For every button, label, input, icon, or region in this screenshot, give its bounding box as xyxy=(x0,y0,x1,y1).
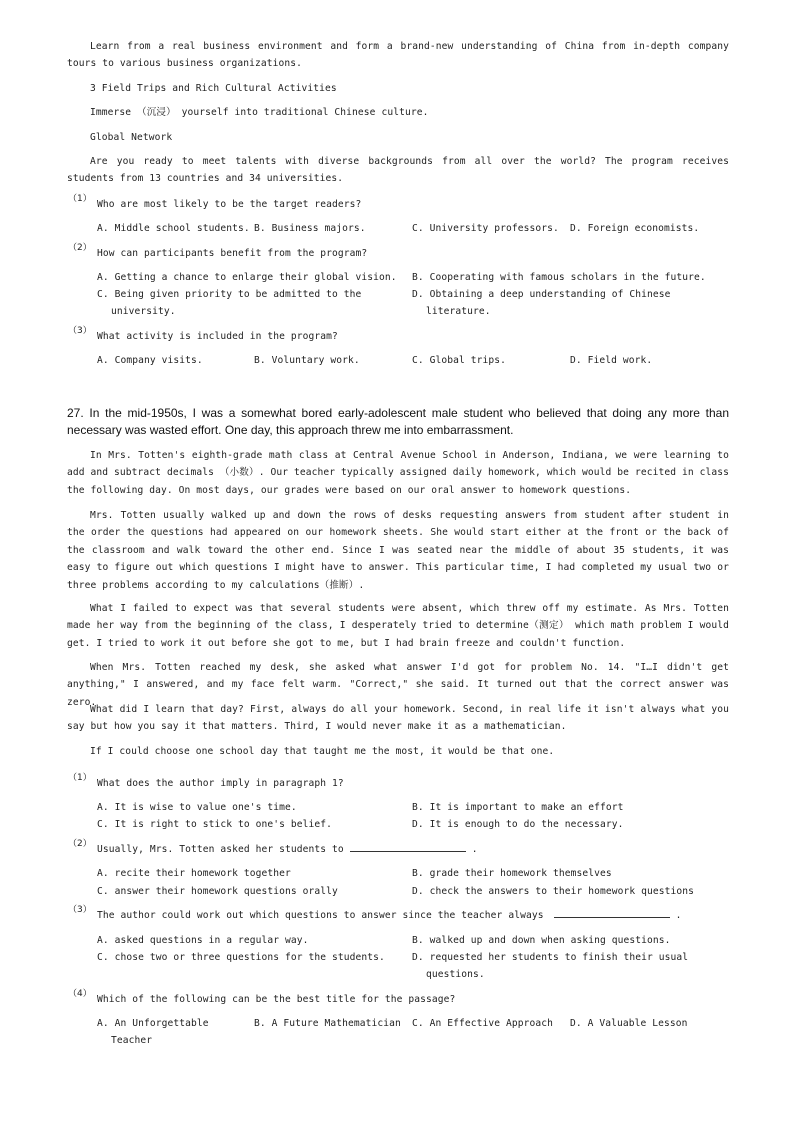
field-trips-heading: 3 Field Trips and Rich Cultural Activities xyxy=(90,83,337,94)
question-number: （4） xyxy=(68,989,92,999)
option-a[interactable]: A. Middle school students. xyxy=(97,223,250,234)
option-b[interactable]: B. Voluntary work. xyxy=(254,355,360,366)
question-number: （2） xyxy=(68,839,92,849)
question-text-before: Usually, Mrs. Totten asked her students to xyxy=(97,844,344,855)
passage-27-title: 27. In the mid-1950s, I was a somewhat bored early-adolescent male student who believed that doing any more than necessary was wasted effort. One day, this approach threw me into embarrassment. xyxy=(67,406,729,437)
question-number: （1） xyxy=(68,194,92,204)
question-text-before: The author could work out which questions to answer since the teacher always xyxy=(97,910,544,921)
option-c[interactable]: C. University professors. xyxy=(412,223,559,234)
question-text: What activity is included in the program? xyxy=(97,331,338,342)
intro-paragraph-3: Are you ready to meet talents with diverse backgrounds from all over the world? The program receives students from 13 countries and 34 universities. xyxy=(67,156,729,185)
option-b[interactable]: B. walked up and down when asking questions. xyxy=(412,935,671,946)
option-d[interactable]: D. Field work. xyxy=(570,355,653,366)
option-c[interactable]: C. Global trips. xyxy=(412,355,507,366)
option-c[interactable]: C. chose two or three questions for the students. xyxy=(97,952,385,963)
option-b[interactable]: B. grade their homework themselves xyxy=(412,868,612,879)
option-b[interactable]: B. It is important to make an effort xyxy=(412,802,624,813)
option-d[interactable]: D. A Valuable Lesson xyxy=(570,1018,688,1029)
question-text: How can participants benefit from the program? xyxy=(97,248,368,259)
option-c[interactable]: C. answer their homework questions orally xyxy=(97,886,338,897)
option-a[interactable]: A. It is wise to value one's time. xyxy=(97,802,297,813)
passage-paragraph-4: When Mrs. Totten reached my desk, she asked what answer I'd got for problem No. 14. "I…I didn't get anything," I answered, and my face felt warm. "Correct," she said. It turned out that the correct answer was zero. xyxy=(67,662,729,708)
option-a[interactable]: A. asked questions in a regular way. xyxy=(97,935,309,946)
option-c[interactable]: C. It is right to stick to one's belief. xyxy=(97,819,333,830)
option-a[interactable]: A. An Unforgettable Teacher xyxy=(97,1018,209,1047)
intro-paragraph-1: Learn from a real business environment and form a brand-new understanding of China from in-depth company tours to various business organizations. xyxy=(67,41,729,70)
question-number: （3） xyxy=(68,326,92,336)
answer-blank[interactable] xyxy=(350,841,466,852)
option-a[interactable]: A. Getting a chance to enlarge their global vision. xyxy=(97,272,397,283)
option-d[interactable]: D. Foreign economists. xyxy=(570,223,700,234)
option-d[interactable]: D. Obtaining a deep understanding of Chinese literature. xyxy=(412,289,671,318)
option-d[interactable]: D. It is enough to do the necessary. xyxy=(412,819,624,830)
passage-paragraph-5: What did I learn that day? First, always do all your homework. Second, in real life it isn't always what you say but how you say it that matters. Third, I would never make it as a mathematician. xyxy=(67,704,729,733)
passage-paragraph-6: If I could choose one school day that taught me the most, it would be that one. xyxy=(90,746,555,757)
option-a[interactable]: A. Company visits. xyxy=(97,355,203,366)
question-text xyxy=(97,841,478,858)
option-b[interactable]: B. Business majors. xyxy=(254,223,366,234)
question-text: Who are most likely to be the target readers? xyxy=(97,199,362,210)
global-network-heading: Global Network xyxy=(90,132,173,143)
passage-paragraph-3: What I failed to expect was that several students were absent, which threw off my estimate. As Mrs. Totten made her way from the beginning of the class, I desperately tried to determine（测定） which math problem I would get. I tried to work it out before she got to me, but I had brain freeze and couldn't function. xyxy=(67,603,729,649)
answer-blank[interactable] xyxy=(554,907,670,918)
question-text: Which of the following can be the best title for the passage? xyxy=(97,994,456,1005)
option-c[interactable]: C. An Effective Approach xyxy=(412,1018,554,1029)
question-text-after: . xyxy=(675,910,682,921)
question-text: What does the author imply in paragraph 1? xyxy=(97,778,344,789)
question-text xyxy=(97,907,681,924)
intro-paragraph-2: Immerse （沉浸） yourself into traditional Chinese culture. xyxy=(90,107,429,118)
passage-paragraph-2: Mrs. Totten usually walked up and down the rows of desks requesting answers from student after student in the order the questions had appeared on our homework sheets. She would start either at the front or the back of the classroom and walk toward the other end. Since I was seated near the middle of about 35 students, it was easy to figure out which questions I might have to answer. This particular time, I had completed my usual two or three problems according to my calculations（推断）. xyxy=(67,510,729,591)
passage-paragraph-1: In Mrs. Totten's eighth-grade math class at Central Avenue School in Anderson, Indiana, we were learning to add and subtract decimals （小数）. Our teacher typically assigned daily homework, which would be recited in class the following day. On most days, our grades were based on our oral answer to homework questions. xyxy=(67,450,729,496)
question-number: （3） xyxy=(68,905,92,915)
question-number: （2） xyxy=(68,243,92,253)
option-a[interactable]: A. recite their homework together xyxy=(97,868,291,879)
option-c[interactable]: C. Being given priority to be admitted to the university. xyxy=(97,289,362,318)
question-text-after: . xyxy=(471,844,478,855)
option-b[interactable]: B. Cooperating with famous scholars in the future. xyxy=(412,272,706,283)
option-b[interactable]: B. A Future Mathematician xyxy=(254,1018,401,1029)
option-d[interactable]: D. check the answers to their homework questions xyxy=(412,886,695,897)
option-d[interactable]: D. requested her students to finish their usual questions. xyxy=(412,952,689,981)
question-number: （1） xyxy=(68,773,92,783)
